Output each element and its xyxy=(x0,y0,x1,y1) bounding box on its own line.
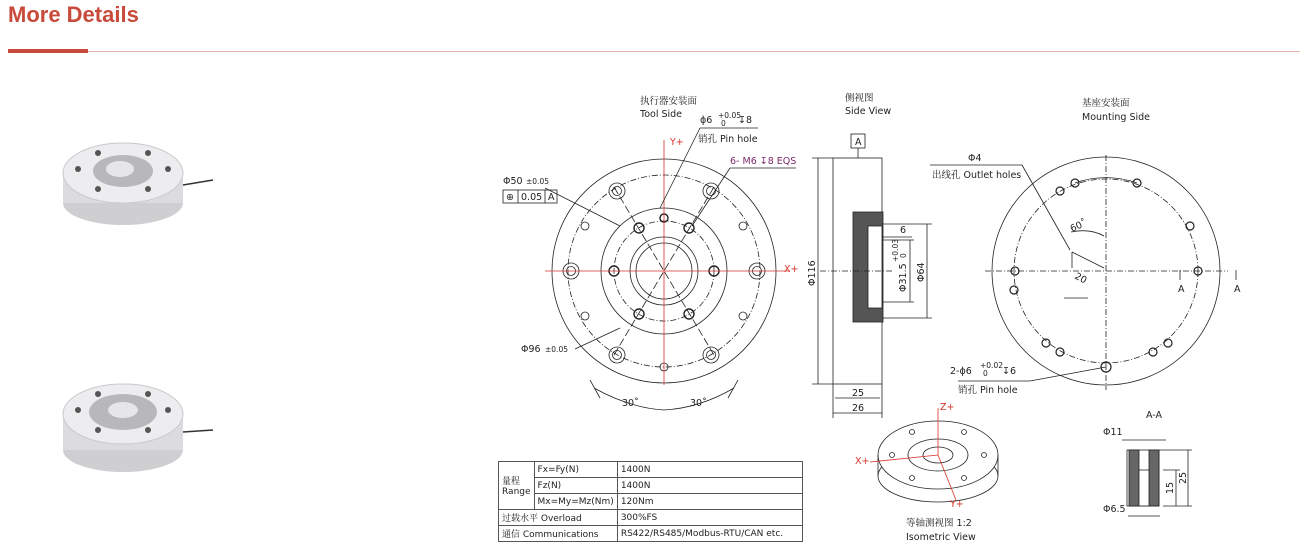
isometric-view xyxy=(870,408,998,502)
section-dim-6-5: Φ6.5 xyxy=(1103,504,1126,515)
overload-value: 300%FS xyxy=(617,510,802,526)
iso-caption-cn: 等轴测视图 1:2 xyxy=(906,518,972,529)
section-dim-11: Φ11 xyxy=(1103,427,1123,438)
table-row xyxy=(499,478,803,494)
dim-25: 25 xyxy=(852,388,865,399)
mount-pin-tol-zero: 0 xyxy=(983,369,988,378)
range-label-cn: 量程 xyxy=(502,477,521,487)
pin-tol-plus: +0.05 xyxy=(718,111,741,120)
pin-dia-label: ϕ6 xyxy=(700,115,713,126)
x-axis-label: X+ xyxy=(784,264,799,275)
range-label-cell xyxy=(499,462,535,510)
angle-right-label: 30˚ xyxy=(690,398,707,409)
table-row xyxy=(499,494,803,510)
y-axis-label: Y+ xyxy=(670,137,684,148)
dia96-label: Φ96 xyxy=(521,344,541,355)
side-view-heading-en: Side View xyxy=(845,106,892,117)
dim-6: 6 xyxy=(900,225,907,236)
pin-tol-zero: 0 xyxy=(721,119,726,128)
param-cell: Mx=My=Mz(Nm) xyxy=(534,494,617,510)
angle-60-label: 60˚ xyxy=(1068,217,1089,235)
pin-depth-label: ↧8 xyxy=(738,115,753,126)
iso-y-axis: Y+ xyxy=(950,499,964,510)
angle-left-label: 30˚ xyxy=(622,398,639,409)
side-view-heading-cn: 侧视图 xyxy=(845,93,874,104)
table-row xyxy=(499,462,803,478)
dim-26: 26 xyxy=(852,403,865,414)
table-row xyxy=(499,526,803,542)
value-cell: 120Nm xyxy=(617,494,802,510)
overload-label: 过载水平 Overload xyxy=(499,510,618,526)
mount-pin-depth: ↧6 xyxy=(1002,366,1017,377)
section-dim-25: 25 xyxy=(1178,471,1189,484)
comm-label: 通信 Communications xyxy=(499,526,618,542)
section-a-right: A xyxy=(1234,284,1241,295)
table-row xyxy=(499,510,803,526)
pos-tol-symbol: ⊕ xyxy=(506,192,514,203)
tool-side-labels xyxy=(503,95,798,409)
dia50-tol: ±0.05 xyxy=(526,177,549,186)
value-cell: 1400N xyxy=(617,478,802,494)
iso-caption-en: Isometric View xyxy=(906,532,976,543)
param-cell: Fz(N) xyxy=(534,478,617,494)
tool-side-heading-en: Tool Side xyxy=(640,109,683,120)
iso-z-axis: Z+ xyxy=(940,402,955,413)
iso-x-axis: X+ xyxy=(855,456,870,467)
dim-64: Φ64 xyxy=(916,262,927,282)
dim-31-5: Φ31.5 xyxy=(898,263,909,292)
comm-value: RS422/RS485/Modbus-RTU/CAN etc. xyxy=(617,526,802,542)
thread-label: 6- M6 ↧8 EQS xyxy=(730,156,797,167)
tool-side-heading-cn: 执行器安装面 xyxy=(640,96,698,107)
mount-pin-hole-label: 销孔 Pin hole xyxy=(958,385,1018,396)
mounting-side-view xyxy=(930,155,1236,390)
dia96-tol: ±0.05 xyxy=(545,345,568,354)
mount-pin-count: 2-ϕ6 xyxy=(950,366,972,377)
value-cell: 1400N xyxy=(617,462,802,478)
mount-pin-tol-plus: +0.02 xyxy=(980,361,1003,370)
range-label-en: Range xyxy=(502,487,531,497)
param-cell: Fx=Fy(N) xyxy=(534,462,617,478)
section-dim-15: 15 xyxy=(1165,481,1176,494)
side-view xyxy=(812,134,932,418)
pos-tol-datum: A xyxy=(548,192,555,203)
dim-31-5-tol-b: 0 xyxy=(899,253,908,258)
outlet-dia-label: Φ4 xyxy=(968,153,982,164)
pos-tol-value: 0.05 xyxy=(521,192,543,203)
dia50-label: Φ50 xyxy=(503,176,523,187)
dim-116: Φ116 xyxy=(807,260,818,286)
tool-side-view xyxy=(503,128,799,410)
dim-20-label: 20 xyxy=(1072,270,1089,287)
page-title: More Details xyxy=(8,2,139,27)
outlet-holes-label: 出线孔 Outlet holes xyxy=(932,170,1022,181)
section-aa-title: A-A xyxy=(1146,410,1163,421)
dim-31-5-tol-a: +0.03 xyxy=(891,239,900,262)
section-a-left: A xyxy=(1178,284,1185,295)
pin-hole-label: 销孔 Pin hole xyxy=(698,134,758,145)
mounting-heading-en: Mounting Side xyxy=(1082,112,1151,123)
mounting-heading-cn: 基座安装面 xyxy=(1082,98,1130,109)
spec-table xyxy=(498,461,803,542)
side-view-datum: A xyxy=(855,137,862,148)
